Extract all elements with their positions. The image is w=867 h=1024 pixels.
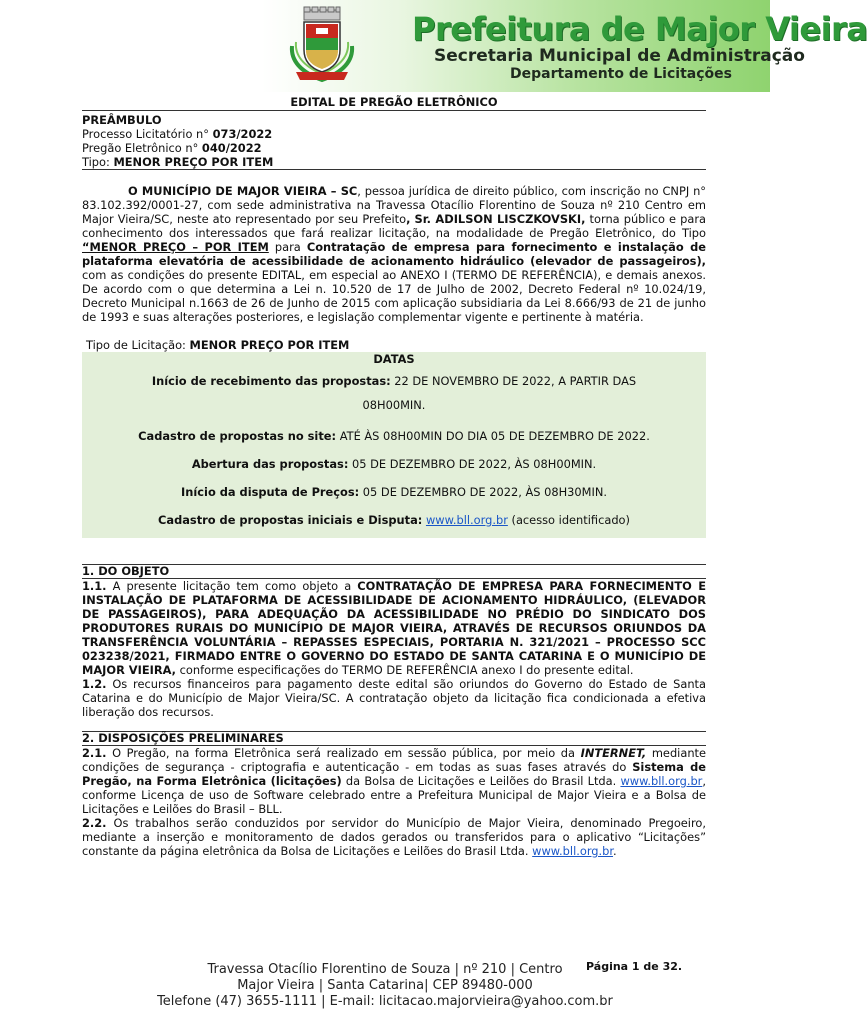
section-2-title: 2. DISPOSIÇÕES PRELIMINARES — [82, 731, 706, 746]
pregao-line: Pregão Eletrônico n° 040/2022 — [82, 141, 262, 155]
secretaria-name: Secretaria Municipal de Administração — [434, 46, 805, 66]
bll-link[interactable]: www.bll.org.br — [425, 513, 508, 527]
footer-address — [0, 962, 770, 1010]
document-body — [82, 95, 706, 858]
abertura-propostas: Abertura das propostas: 05 DE DEZEMBRO DE 2022, ÀS 08H00MIN. — [191, 457, 597, 471]
document-title: EDITAL DE PREGÃO ELETRÔNICO — [82, 95, 706, 111]
objeto-summary: Contratação de empresa para fornecimento e instalação de plataforma elevatória de acessibilidade de acionamento hidráulico (elevador de passageiros), — [82, 240, 706, 268]
datas-heading: DATAS — [373, 352, 415, 366]
section-1-title: 1. DO OBJETO — [82, 564, 706, 579]
org-title: Prefeitura de Major Vieira — [412, 10, 867, 48]
section-2-2: 2.2. Os trabalhos serão conduzidos por servidor do Município de Major Vieira, denominado Pregoeiro, mediante a inserção e monitoramento de dados gerados ou transferidos para o aplicativo “Licitações” constante da página eletrônica da Bolsa de Licitações e Leilões do Brasil Ltda. www.bll.org.br. — [82, 816, 706, 858]
section-2-1: 2.1. O Pregão, na forma Eletrônica será realizado em sessão pública, por meio da INTERNET, mediante condições de segurança - criptografia e autenticação - em todas as suas fases através do Sistema de Pregão, na Forma Eletrônica (licitações) da Bolsa de Licitações e Leilões do Brasil Ltda. www.bll.org.br, conforme Licença de uso de Software celebrado entre a Prefeitura Municipal de Major Vieira e a Bolsa de Licitações e Leilões do Brasil – BLL. — [82, 746, 707, 816]
footer-line-1: Travessa Otacílio Florentino de Souza | nº 210 | Centro — [207, 962, 563, 977]
tipo-line: Tipo: MENOR PREÇO POR ITEM — [82, 155, 274, 169]
departamento-name: Departamento de Licitações — [510, 66, 732, 82]
page-number: Página 1 de 32. — [586, 960, 683, 973]
pregao-number: 040/2022 — [201, 141, 262, 155]
inicio-disputa: Início da disputa de Preços: 05 DE DEZEMBRO DE 2022, ÀS 08H30MIN. — [181, 485, 607, 499]
processo-number: 073/2022 — [212, 127, 273, 141]
cadastro-propostas: Cadastro de propostas no site: ATÉ ÀS 08H00MIN DO DIA 05 DE DEZEMBRO DE 2022. — [138, 429, 650, 443]
inicio-recebimento-cont: 08H00MIN. — [362, 398, 426, 412]
preambulo-block — [82, 113, 706, 170]
processo-line: Processo Licitatório n° 073/2022 — [82, 127, 273, 141]
tipo-licitacao-line: Tipo de Licitação: MENOR PREÇO POR ITEM — [86, 338, 350, 352]
datas-box — [82, 352, 706, 538]
footer-line-2: Major Vieira | Santa Catarina| CEP 89480-000 — [237, 978, 533, 993]
municipal-crest-icon — [282, 6, 364, 86]
bll-link[interactable]: www.bll.org.br — [620, 774, 703, 788]
bll-link[interactable]: www.bll.org.br — [532, 844, 614, 858]
footer-line-3: Telefone (47) 3655-1111 | E-mail: licitacao.majorvieira@yahoo.com.br — [157, 994, 613, 1009]
tipo-value: MENOR PREÇO POR ITEM — [113, 155, 274, 169]
prefeito-name: Sr. ADILSON LISCZKOVSKI, — [414, 212, 586, 226]
preambulo-label: PREÂMBULO — [82, 113, 162, 127]
section-1-2: 1.2. Os recursos financeiros para pagamento deste edital são oriundos do Governo do Estado de Santa Catarina e do Município de Major Vieira/SC. A contratação objeto da licitação fica condicionada a efetiva liberação dos recursos. — [82, 677, 706, 719]
header-banner — [0, 0, 867, 92]
intro-paragraph: O MUNICÍPIO DE MAJOR VIEIRA – SC, pessoa jurídica de direito público, com inscrição no CNPJ n° 83.102.392/0001-27, com sede administrativa na Travessa Otacílio Florentino de Souza nº 210 Centro em Major Vieira/SC, neste ato representado por seu Prefeito, Sr. ADILSON LISCZKOVSKI, torna público e para conhecimento dos interessados que fará realizar licitação, na modalidade de Pregão Eletrônico, do Tipo “MENOR PREÇO – POR ITEM para Contratação de empresa para fornecimento e instalação de plataforma elevatória de acessibilidade de acionamento hidráulico (elevador de passageiros), com as condições do presente EDITAL, em especial ao ANEXO I (TERMO DE REFERÊNCIA), e demais anexos. De acordo com o que determina a Lei n. 10.520 de 17 de Julho de 2002, Decreto Federal nº 10.024/19, Decreto Municipal n.1663 de 26 de Junho de 2015 com aplicação subsidiaria da Lei 8.666/93 de 21 de junho de 1993 e suas alterações posteriores, e legislação complementar vigente e pertinente à matéria. — [82, 184, 706, 324]
section-1-1: 1.1. A presente licitação tem como objeto a CONTRATAÇÃO DE EMPRESA PARA FORNECIMENTO E INSTALAÇÃO DE PLATAFORMA DE ACESSIBILIDADE DE ACIONAMENTO HIDRÁULICO, (ELEVADOR DE PASSAGEIROS), PARA ADEQUAÇÃO DA ACESSIBILIDADE NO PRÉDIO DO SINDICATO DOS PRODUTORES RURAIS DO MUNICÍPIO DE MAJOR VIEIRA, ATRAVÉS DE RECURSOS ORIUNDOS DA TRANSFERÊNCIA VOLUNTÁRIA – REPASSES ESPECIAIS, PORTARIA N. 321/2021 – PROCESSO SCC 023238/2021, FIRMADO ENTRE O GOVERNO DO ESTADO DE SANTA CATARINA E O MUNICÍPIO DE MAJOR VIEIRA, conforme especificações do TERMO DE REFERÊNCIA anexo I do presente edital. — [82, 579, 706, 677]
cadastro-iniciais: Cadastro de propostas iniciais e Disputa: www.bll.org.br (acesso identificado) — [158, 513, 630, 527]
inicio-recebimento: Início de recebimento das propostas: 22 DE NOVEMBRO DE 2022, A PARTIR DAS — [151, 374, 637, 388]
